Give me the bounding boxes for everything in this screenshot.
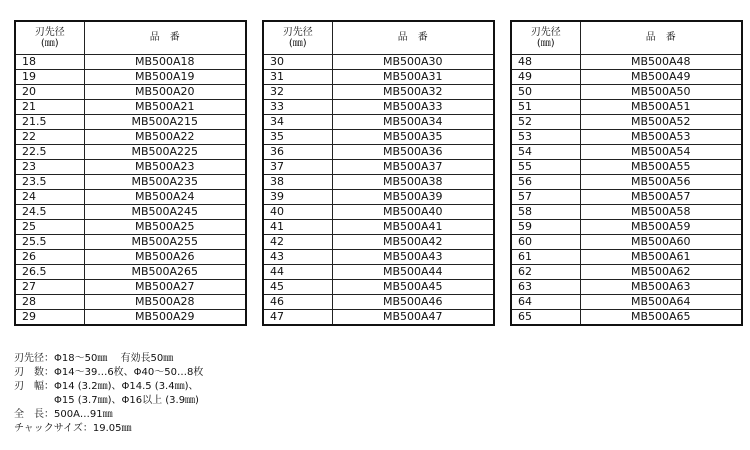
table-row [263, 174, 494, 189]
diameter-cell: 65 [511, 309, 580, 325]
note-line: チャックサイズ：19.05㎜ [14, 423, 132, 434]
table-row [511, 249, 742, 264]
diameter-cell: 33 [263, 99, 332, 114]
table-row [15, 234, 246, 249]
diameter-cell: 49 [511, 69, 580, 84]
table-row [15, 174, 246, 189]
part-number-cell: MB500A20 [84, 84, 246, 99]
diameter-cell: 26.5 [15, 264, 84, 279]
part-number-cell: MB500A43 [332, 249, 494, 264]
table-row [263, 159, 494, 174]
table-row [511, 129, 742, 144]
table-row [511, 144, 742, 159]
table-row [263, 129, 494, 144]
table-row [511, 69, 742, 84]
table-row [511, 114, 742, 129]
part-number-cell: MB500A63 [580, 279, 742, 294]
part-number-cell: MB500A61 [580, 249, 742, 264]
diameter-cell: 45 [263, 279, 332, 294]
diameter-cell: 30 [263, 54, 332, 69]
diameter-cell: 58 [511, 204, 580, 219]
table-row [263, 144, 494, 159]
table-row [15, 249, 246, 264]
part-number-cell: MB500A21 [84, 99, 246, 114]
diameter-cell: 52 [511, 114, 580, 129]
table-row [263, 309, 494, 325]
table-row [15, 99, 246, 114]
diameter-cell: 32 [263, 84, 332, 99]
part-number-cell: MB500A25 [84, 219, 246, 234]
diameter-cell: 26 [15, 249, 84, 264]
table-row [511, 234, 742, 249]
table-row [511, 189, 742, 204]
diameter-header [263, 21, 332, 54]
part-number-cell: MB500A57 [580, 189, 742, 204]
part-number-cell: MB500A45 [332, 279, 494, 294]
part-number-cell: MB500A24 [84, 189, 246, 204]
table-row [263, 189, 494, 204]
table-row [15, 279, 246, 294]
diameter-cell: 20 [15, 84, 84, 99]
part-number-cell: MB500A46 [332, 294, 494, 309]
table-row [511, 309, 742, 325]
table-row [511, 264, 742, 279]
part-number-cell: MB500A38 [332, 174, 494, 189]
table-row [263, 204, 494, 219]
diameter-cell: 27 [15, 279, 84, 294]
table-row [15, 309, 246, 325]
diameter-cell: 21 [15, 99, 84, 114]
part-number-cell: MB500A64 [580, 294, 742, 309]
part-number-cell: MB500A58 [580, 204, 742, 219]
part-number-table [262, 20, 495, 326]
part-number-cell: MB500A26 [84, 249, 246, 264]
table-row [511, 159, 742, 174]
table-row [15, 129, 246, 144]
diameter-cell: 39 [263, 189, 332, 204]
diameter-cell: 64 [511, 294, 580, 309]
table-row [511, 99, 742, 114]
table-row [263, 69, 494, 84]
part-number-cell: MB500A44 [332, 264, 494, 279]
part-number-cell: MB500A265 [84, 264, 246, 279]
part-number-cell: MB500A19 [84, 69, 246, 84]
diameter-cell: 41 [263, 219, 332, 234]
diameter-cell: 56 [511, 174, 580, 189]
part-number-cell: MB500A47 [332, 309, 494, 325]
part-number-cell: MB500A30 [332, 54, 494, 69]
diameter-cell: 18 [15, 54, 84, 69]
table-row [511, 174, 742, 189]
diameter-header [511, 21, 580, 54]
diameter-cell: 61 [511, 249, 580, 264]
diameter-cell: 19 [15, 69, 84, 84]
diameter-cell: 51 [511, 99, 580, 114]
part-number-cell: MB500A34 [332, 114, 494, 129]
header-row [511, 21, 742, 54]
part-header: 品 番 [84, 21, 246, 54]
diameter-header-label: 刃先径 [530, 26, 561, 38]
header-row [263, 21, 494, 54]
part-number-cell: MB500A22 [84, 129, 246, 144]
header-row [15, 21, 246, 54]
table-row [511, 219, 742, 234]
table-row [15, 264, 246, 279]
diameter-cell: 22.5 [15, 144, 84, 159]
table-row [263, 249, 494, 264]
diameter-cell: 29 [15, 309, 84, 325]
part-number-cell: MB500A23 [84, 159, 246, 174]
diameter-cell: 54 [511, 144, 580, 159]
table-row [263, 219, 494, 234]
diameter-cell: 37 [263, 159, 332, 174]
part-number-cell: MB500A41 [332, 219, 494, 234]
table-row [15, 144, 246, 159]
table-row [511, 84, 742, 99]
table-row [15, 294, 246, 309]
part-number-cell: MB500A49 [580, 69, 742, 84]
diameter-cell: 24 [15, 189, 84, 204]
part-number-cell: MB500A35 [332, 129, 494, 144]
diameter-cell: 60 [511, 234, 580, 249]
table-row [263, 114, 494, 129]
table-row [15, 69, 246, 84]
diameter-cell: 24.5 [15, 204, 84, 219]
diameter-cell: 53 [511, 129, 580, 144]
table-row [263, 234, 494, 249]
diameter-cell: 46 [263, 294, 332, 309]
diameter-cell: 35 [263, 129, 332, 144]
part-number-cell: MB500A54 [580, 144, 742, 159]
part-number-cell: MB500A28 [84, 294, 246, 309]
part-number-cell: MB500A60 [580, 234, 742, 249]
part-number-cell: MB500A18 [84, 54, 246, 69]
diameter-cell: 34 [263, 114, 332, 129]
diameter-cell: 25.5 [15, 234, 84, 249]
diameter-cell: 57 [511, 189, 580, 204]
table-row [15, 114, 246, 129]
diameter-unit: (㎜) [536, 37, 555, 49]
table-row [15, 84, 246, 99]
diameter-cell: 48 [511, 54, 580, 69]
diameter-cell: 42 [263, 234, 332, 249]
diameter-cell: 25 [15, 219, 84, 234]
diameter-unit: (㎜) [40, 37, 59, 49]
note-line: 刃 幅：Φ14 (3.2㎜)、Φ14.5 (3.4㎜)、 [14, 381, 199, 392]
part-header: 品 番 [332, 21, 494, 54]
table-row [15, 204, 246, 219]
part-number-cell: MB500A37 [332, 159, 494, 174]
diameter-cell: 43 [263, 249, 332, 264]
part-number-cell: MB500A215 [84, 114, 246, 129]
diameter-cell: 62 [511, 264, 580, 279]
diameter-cell: 59 [511, 219, 580, 234]
diameter-cell: 28 [15, 294, 84, 309]
diameter-cell: 21.5 [15, 114, 84, 129]
diameter-unit: (㎜) [288, 37, 307, 49]
part-number-cell: MB500A65 [580, 309, 742, 325]
part-number-table [14, 20, 247, 326]
table-row [263, 279, 494, 294]
table-row [15, 159, 246, 174]
note-line: 刃先径：Φ18～50㎜ 有効長50㎜ [14, 353, 174, 364]
part-number-cell: MB500A33 [332, 99, 494, 114]
diameter-header-label: 刃先径 [282, 26, 313, 38]
diameter-cell: 23.5 [15, 174, 84, 189]
diameter-cell: 63 [511, 279, 580, 294]
part-number-cell: MB500A48 [580, 54, 742, 69]
diameter-header [15, 21, 84, 54]
diameter-cell: 44 [263, 264, 332, 279]
diameter-cell: 50 [511, 84, 580, 99]
diameter-cell: 31 [263, 69, 332, 84]
note-line: Φ15 (3.7㎜)、Φ16以上 (3.9㎜) [14, 395, 199, 406]
table-row [263, 54, 494, 69]
note-line: 全 長：500A…91㎜ [14, 409, 113, 420]
diameter-cell: 40 [263, 204, 332, 219]
table-row [263, 99, 494, 114]
part-number-cell: MB500A62 [580, 264, 742, 279]
note-line: 刃 数：Φ14～39…6枚、Φ40～50…8枚 [14, 367, 204, 378]
table-row [15, 54, 246, 69]
part-header: 品 番 [580, 21, 742, 54]
part-number-cell: MB500A31 [332, 69, 494, 84]
diameter-cell: 47 [263, 309, 332, 325]
table-row [511, 294, 742, 309]
diameter-cell: 22 [15, 129, 84, 144]
part-number-cell: MB500A245 [84, 204, 246, 219]
table-row [15, 219, 246, 234]
table-row [511, 204, 742, 219]
table-row [263, 84, 494, 99]
part-number-cell: MB500A59 [580, 219, 742, 234]
diameter-cell: 38 [263, 174, 332, 189]
part-number-cell: MB500A53 [580, 129, 742, 144]
part-number-cell: MB500A39 [332, 189, 494, 204]
part-number-cell: MB500A50 [580, 84, 742, 99]
diameter-cell: 23 [15, 159, 84, 174]
table-row [511, 54, 742, 69]
table-row [263, 294, 494, 309]
diameter-cell: 55 [511, 159, 580, 174]
part-number-cell: MB500A56 [580, 174, 742, 189]
part-number-cell: MB500A52 [580, 114, 742, 129]
table-row [511, 279, 742, 294]
part-number-cell: MB500A29 [84, 309, 246, 325]
part-number-cell: MB500A42 [332, 234, 494, 249]
part-number-cell: MB500A32 [332, 84, 494, 99]
part-number-cell: MB500A235 [84, 174, 246, 189]
part-number-cell: MB500A225 [84, 144, 246, 159]
table-row [263, 264, 494, 279]
part-number-table [510, 20, 743, 326]
part-number-cell: MB500A40 [332, 204, 494, 219]
diameter-header-label: 刃先径 [34, 26, 65, 38]
part-number-cell: MB500A51 [580, 99, 742, 114]
part-number-cell: MB500A36 [332, 144, 494, 159]
spec-notes [14, 352, 203, 436]
part-number-cell: MB500A55 [580, 159, 742, 174]
part-number-cell: MB500A255 [84, 234, 246, 249]
table-row [15, 189, 246, 204]
part-number-cell: MB500A27 [84, 279, 246, 294]
diameter-cell: 36 [263, 144, 332, 159]
